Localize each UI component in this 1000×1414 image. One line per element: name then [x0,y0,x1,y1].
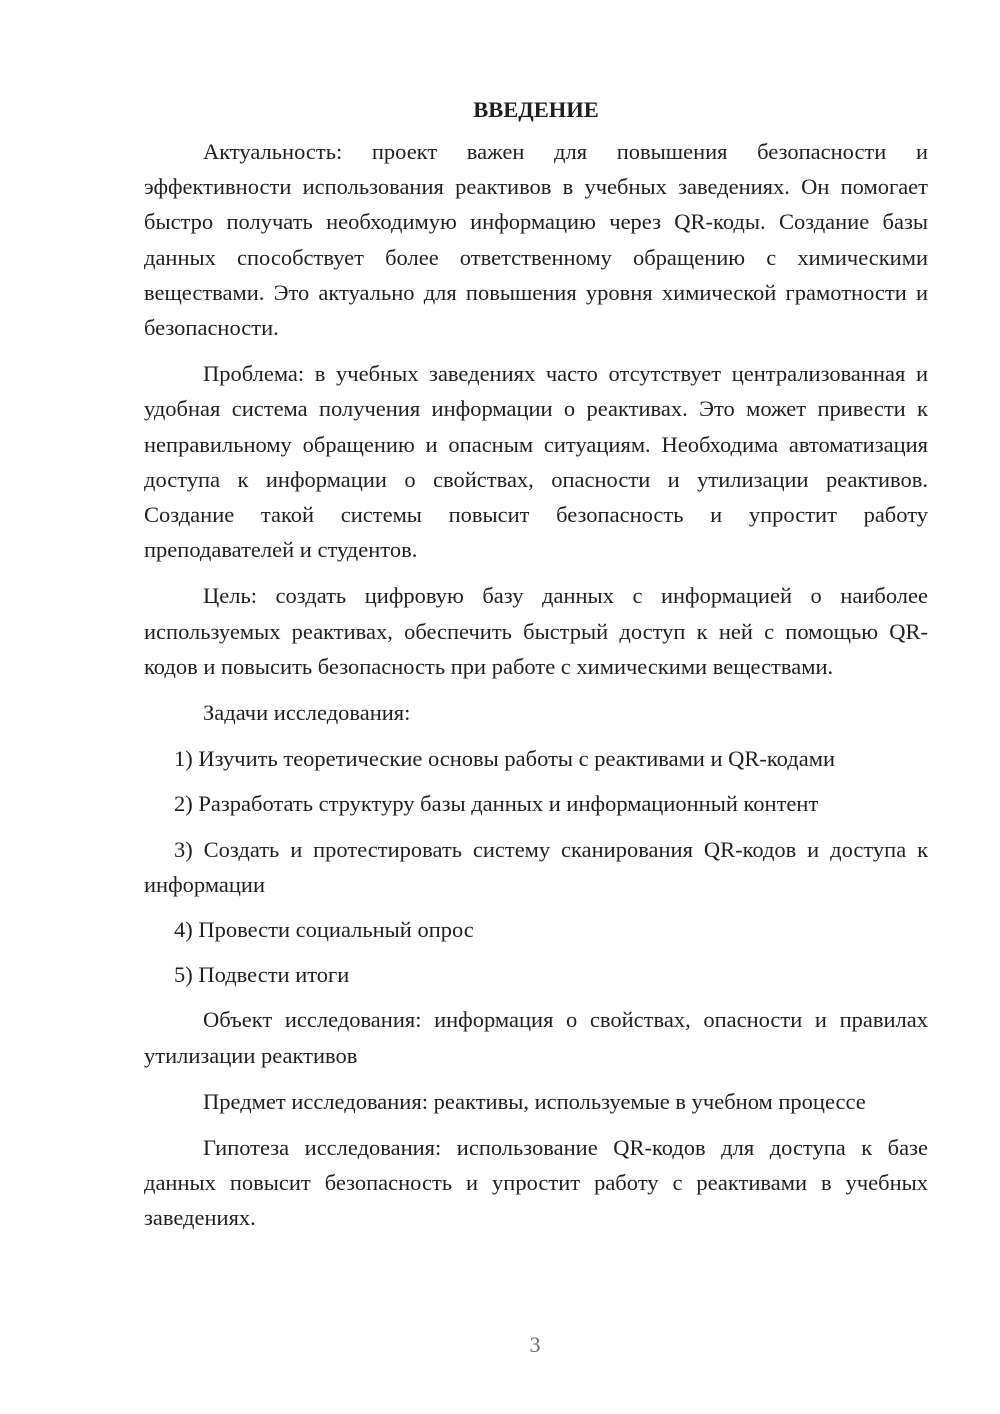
task-item-3: 3) Создать и протестировать систему сканирования QR-кодов и доступа к информации [144,836,928,897]
page-title: ВВЕДЕНИЕ [473,97,599,122]
goal-paragraph: Цель: создать цифровую базу данных с информацией о наиболее используемых реактивах, обеспечить быстрый доступ к ней с помощью QR-кодов и повысить безопасность при работе с химическими веществами. [144,583,928,679]
document-page [144,92,928,1247]
page-number: 3 [529,1332,541,1357]
task-item-4: 4) Провести социальный опрос [174,917,474,943]
tasks-heading: Задачи исследования: [203,700,411,726]
relevance-paragraph: Актуальность: проект важен для повышения безопасности и эффективности использования реактивов в учебных заведениях. Он помогает быстро получать необходимую информацию через QR-коды. Создание базы данных способствует более ответственному обращению с химическими веществами. Это актуально для повышения уровня химической грамотности и безопасности. [144,139,928,341]
task-item-2: 2) Разработать структуру базы данных и информационный контент [174,791,819,817]
problem-paragraph: Проблема: в учебных заведениях часто отсутствует централизованная и удобная система получения информации о реактивах. Это может привести к неправильному обращению и опасным ситуациям. Необходима автоматизация доступа к информации о свойствах, опасности и утилизации реактивов. Создание такой системы повысит безопасность и упростит работу преподавателей и студентов. [144,361,928,563]
tasks-list [144,741,928,992]
task-item-1: 1) Изучить теоретические основы работы с реактивами и QR-кодами [174,746,835,772]
hypothesis-paragraph: Гипотеза исследования: использование QR-кодов для доступа к базе данных повысит безопасность и упростит работу с реактивами в учебных заведениях. [144,1135,928,1231]
subject-paragraph: Предмет исследования: реактивы, используемые в учебном процессе [203,1088,866,1114]
object-paragraph: Объект исследования: информация о свойствах, опасности и правилах утилизации реактивов [144,1007,928,1068]
task-item-5: 5) Подвести итоги [174,962,350,988]
